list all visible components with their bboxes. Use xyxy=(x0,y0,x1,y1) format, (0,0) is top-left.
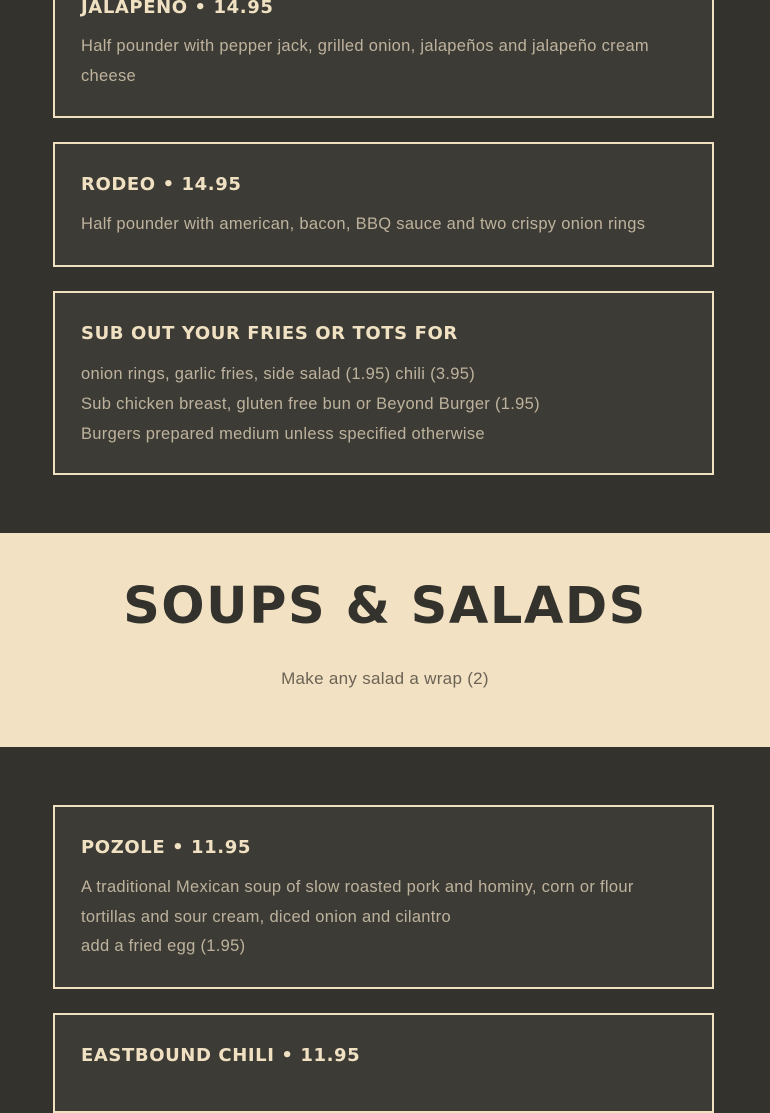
menu-item-title: JALAPENO • 14.95 xyxy=(81,0,274,18)
section-title: SOUPS & SALADS xyxy=(123,577,647,636)
menu-item-extra: add a fried egg (1.95) xyxy=(81,937,246,955)
menu-item-title: RODEO • 14.95 xyxy=(81,174,242,195)
menu-item-rodeo xyxy=(53,142,714,267)
menu-item-substitutions xyxy=(53,291,714,475)
substitution-line: onion rings, garlic fries, side salad (1.95) chili (3.95) xyxy=(81,365,476,383)
section-header-soups-salads xyxy=(0,533,770,747)
menu-item-eastbound-chili xyxy=(53,1013,714,1113)
menu-item-description: Half pounder with pepper jack, grilled onion, jalapeños and jalapeño cream cheese xyxy=(81,37,649,85)
menu-item-pozole xyxy=(53,805,714,989)
menu-item-title: EASTBOUND CHILI • 11.95 xyxy=(81,1045,361,1066)
substitution-line: Sub chicken breast, gluten free bun or Beyond Burger (1.95) xyxy=(81,395,540,413)
menu-item-description: A traditional Mexican soup of slow roasted pork and hominy, corn or flour tortillas and sour cream, diced onion and cilantro xyxy=(81,878,634,926)
menu-item-title: POZOLE • 11.95 xyxy=(81,837,251,858)
menu-item-description: Half pounder with american, bacon, BBQ sauce and two crispy onion rings xyxy=(81,215,646,233)
substitution-list xyxy=(81,359,692,449)
menu-item-title: SUB OUT YOUR FRIES OR TOTS FOR xyxy=(81,323,458,344)
menu-item-jalapeno xyxy=(53,0,714,118)
section-subtitle: Make any salad a wrap (2) xyxy=(281,669,489,688)
substitution-line: Burgers prepared medium unless specified otherwise xyxy=(81,425,485,443)
